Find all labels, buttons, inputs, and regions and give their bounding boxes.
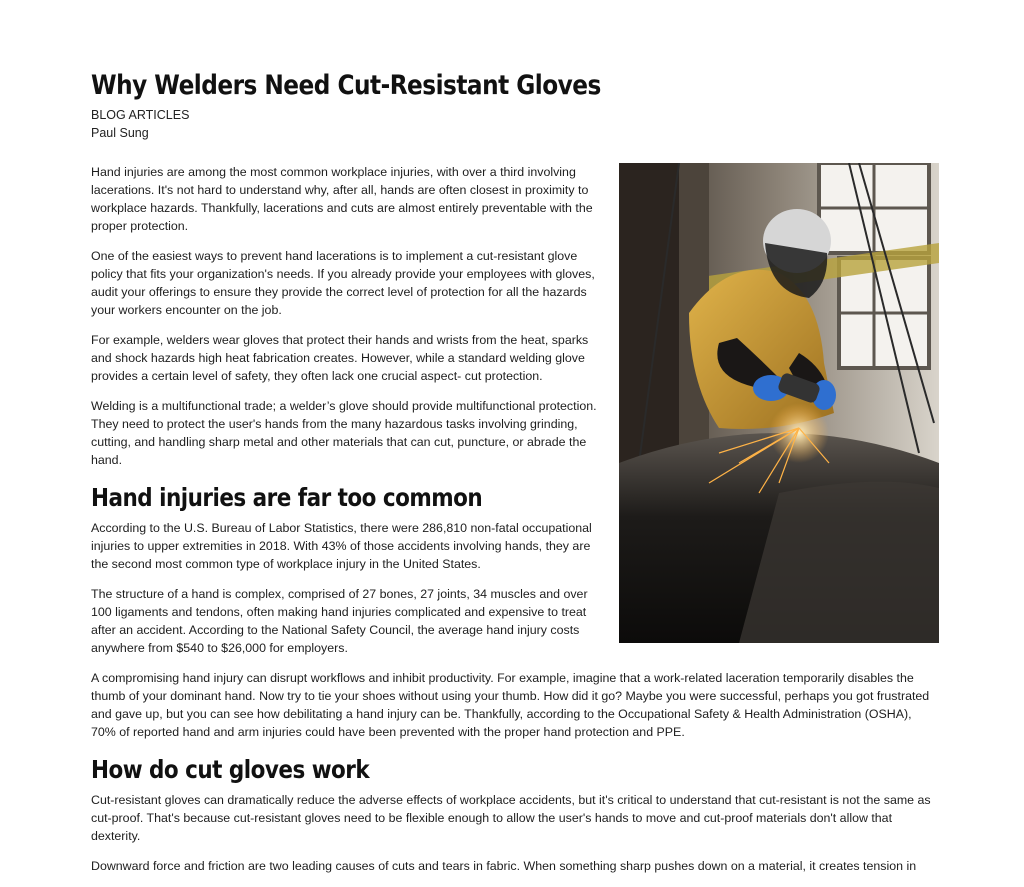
article-category[interactable]: BLOG ARTICLES [91, 108, 190, 122]
intro-paragraph-2: One of the easiest ways to prevent hand lacerations is to implement a cut-resistant glove policy that fits your organization's needs. If you already provide your employees with gloves, audit your offerings to ensure they provide the correct level of protection for all the hazards your workers encounter on the job. [91, 249, 595, 317]
page-title: Why Welders Need Cut-Resistant Gloves [91, 70, 601, 101]
intro-paragraph-3: For example, welders wear gloves that protect their hands and wrists from the heat, sparks and shock hazards high heat fabrication creates. However, while a standard welding glove provides a certain level of safety, they often lack one crucial aspect- cut protection. [91, 333, 589, 383]
article [91, 66, 939, 887]
hero-image [619, 163, 939, 643]
section1-paragraph-3: A compromising hand injury can disrupt workflows and inhibit productivity. For example, imagine that a work-related laceration temporarily disables the thumb of your dominant hand. Now try to tie your shoes without using your thumb. How did it go? Maybe you were successful, perhaps you got frustrated and gave up, but you can see how debilitating a hand injury can be. Thankfully, according to the Occupational Safety & Health Administration (OSHA), 70% of reported hand and arm injuries could have been prevented with the proper hand protection and PPE. [91, 671, 930, 739]
intro-paragraph-1: Hand injuries are among the most common workplace injuries, with over a third involving lacerations. It's not hard to understand why, after all, hands are often closest in proximity to workplace hazards. Thankfully, lacerations and cuts are almost entirely preventable with the proper protection. [91, 165, 593, 233]
section2-paragraph-2: Downward force and friction are two leading causes of cuts and tears in fabric. When something sharp pushes down on a material, it creates tension in [91, 859, 917, 873]
welder-grinding-photo-icon [619, 163, 939, 643]
article-author[interactable]: Paul Sung [91, 126, 149, 140]
section-heading-cut-gloves: How do cut gloves work [91, 755, 370, 784]
section-heading-hand-injuries: Hand injuries are far too common [91, 483, 483, 512]
section2-paragraph-1: Cut-resistant gloves can dramatically reduce the adverse effects of workplace accidents, but it's critical to understand that cut-resistant is not the same as cut-proof. That's because cut-resistant gloves need to be flexible enough to allow the user's hands to move and cut-proof materials don't allow that dexterity. [91, 793, 931, 843]
section1-paragraph-1: According to the U.S. Bureau of Labor Statistics, there were 286,810 non-fatal occupational injuries to upper extremities in 2018. With 43% of those accidents involving hands, they are the second most common type of workplace injury in the United States. [91, 521, 592, 571]
section1-paragraph-2: The structure of a hand is complex, comprised of 27 bones, 27 joints, 34 muscles and over 100 ligaments and tendons, often making hand injuries complicated and expensive to treat after an accident. According to the National Safety Council, the average hand injury costs anywhere from $540 to $26,000 for employers. [91, 587, 588, 655]
intro-paragraph-4: Welding is a multifunctional trade; a welder’s glove should provide multifunctional protection. They need to protect the user's hands from the many hazardous tasks involving grinding, cutting, and handling sharp metal and other materials that can cut, puncture, or abrade the hand. [91, 399, 597, 467]
